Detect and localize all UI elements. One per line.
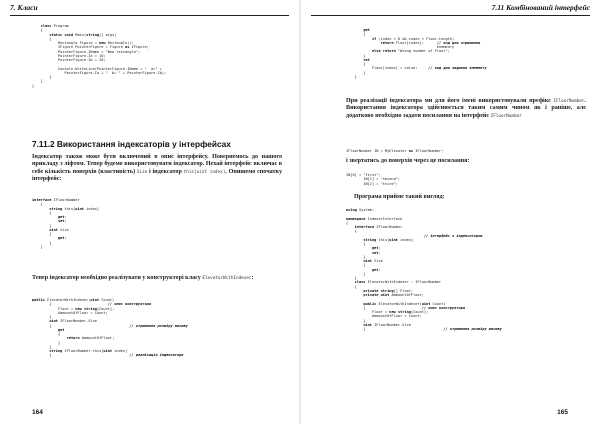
chapter-title: 7. Класи — [10, 3, 38, 12]
code-listing-accessors: get { if (index > 0 && index < Floor.Length) return Floor[index]; // код для отримання елементу else return "Wrong number of Floor"; } set { Floor[index] = value; // код для задання елементу } } — [354, 28, 487, 79]
code-listing-main: class Program { static void Main(string[] args) { Rectangle Figure = new Rectangle(); IFigure PointerFigure = Figure as IFigure; PointerFigure.IName = "New rectangle"; PointerFigure.Ia = 10; PointerFigure.Ib = 20; Console.WriteLine(PointerFigure.IName + " a=" + PointerFigure.Ia + " b= " + PointerFigure.Ib); } } } — [32, 24, 167, 88]
running-header — [311, 3, 590, 14]
section-title: 7.11 Комбінований інтерфейс — [491, 3, 590, 12]
page-number: 164 — [32, 409, 43, 416]
code-listing-constructor: public ElevatorWithIndexer(uint Count) { // опис конструктора Floor = new string[Count]; AmmountOfFloor = Count; } uint IFloorNumber.Size { // отримання розміру масиву get { return AmmountOfFloor; } } string IFloorNumber.this[uint index] { // реалізація індексатора — [32, 298, 188, 358]
code-index-usage: IN[0] = "first"; IN[1] = "second"; IN[2] = "third"; — [346, 173, 401, 186]
page-number: 165 — [557, 409, 568, 416]
code-listing-program: using System; namespace IndexerInterface { interface IFloorNumber { // інтерфейс з індексатором string this[uint index] { get; set; } uint Size { get; } } class ElevatorWithIndexer : IFloorNumber { private string[] Floor; private uint AmmountOfFloor; public ElevatorWithIndexer(uint Count) { // опис конструктора Floor = new string[Count]; AmmountOfFloor = Count; } uint IFloorNumber.Size { // отримання розміру масиву — [346, 208, 502, 331]
header-rule — [10, 15, 289, 16]
paragraph-prefix: При реалізації індексатора ми для його імені використовували префікс IFloorNumber. Використання індексатора здійснюється таким самим чином як і раніше, але додатково необхідно задати посилання на інтерфейс IFloorNumber — [346, 98, 586, 119]
section-heading: 7.11.2 Використання індексаторів у інтерфейсах — [32, 139, 231, 149]
paragraph-program: Програма прийме такий вигляд: — [354, 194, 445, 200]
right-page — [301, 0, 600, 424]
paragraph-access: і звертатись до поверхів через це посилання: — [346, 158, 470, 164]
paragraph-indexer-intro: Індексатор також може бути включений в опис інтерфейсу. Повернемось до нашого прикладу з ліфтом. Тепер будемо використовувати індексатор. Нехай інтерфейс включає в себе кількість поверхів (властивість) Size і індексатор this[uint index]. Опишемо спочатку інтерфейс: — [32, 154, 282, 182]
left-page — [0, 0, 299, 424]
code-listing-interface: interface IFloorNumber { string this[uint index] { get; set; } uint Size { get; } } — [32, 198, 100, 249]
header-rule — [311, 15, 590, 16]
paragraph-constructor: Тепер індексатор необхідно реалізувати у конструкторі класу ElevatorWithIndexer: — [32, 275, 254, 281]
running-header — [10, 3, 289, 14]
code-interface-reference: IFloorNumber IN = MyElevator as IFloorNumber; — [346, 149, 444, 153]
